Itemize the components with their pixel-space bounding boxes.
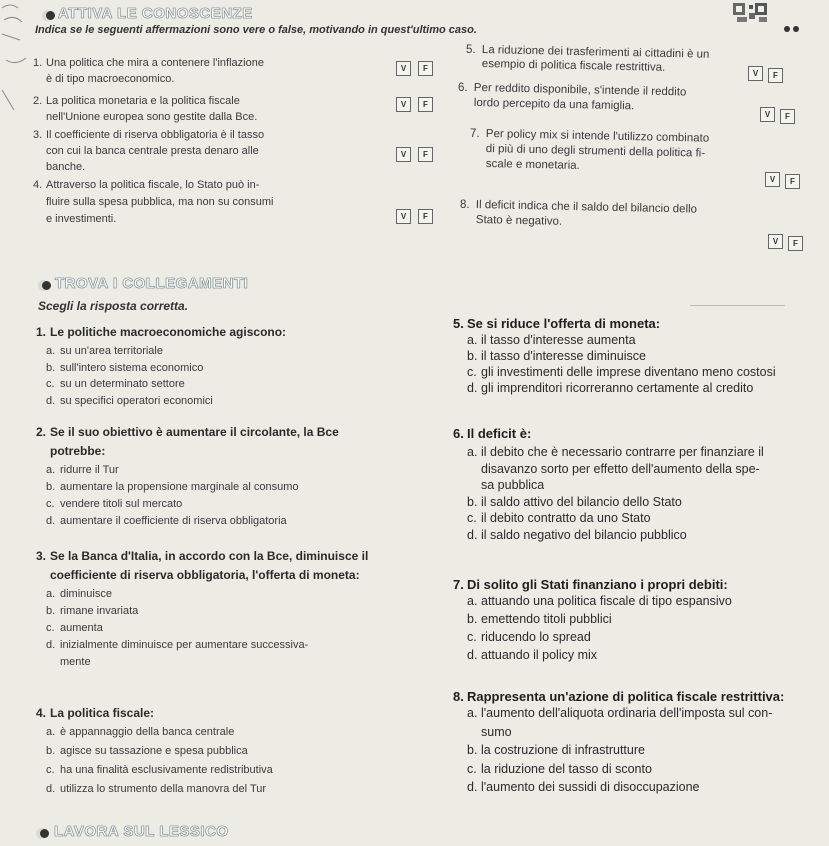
option-letter: d. bbox=[46, 394, 56, 407]
true-checkbox[interactable]: V bbox=[748, 66, 763, 81]
section-bullet-icon bbox=[40, 829, 49, 838]
true-checkbox[interactable]: V bbox=[396, 61, 411, 76]
question-number: 3. bbox=[36, 549, 47, 563]
answer-option[interactable] bbox=[467, 511, 651, 525]
option-text: il tasso d'interesse aumenta bbox=[481, 333, 636, 347]
instruction-trova: Scegli la risposta corretta. bbox=[38, 299, 189, 313]
answer-option[interactable] bbox=[467, 743, 645, 757]
option-letter: a. bbox=[46, 726, 56, 738]
false-checkbox[interactable]: F bbox=[785, 174, 800, 189]
true-false-statement: Una politica che mira a contenere l'inflazione bbox=[46, 57, 264, 69]
true-false-statement: Per reddito disponibile, s'intende il reddito bbox=[473, 82, 687, 99]
option-text: mente bbox=[60, 656, 91, 668]
answer-option[interactable] bbox=[467, 762, 652, 776]
question-text: potrebbe: bbox=[50, 444, 106, 458]
option-text: vendere titoli sul mercato bbox=[60, 498, 183, 510]
option-text: utilizza lo strumento della manovra del Tur bbox=[60, 783, 267, 795]
question-number: 5. bbox=[453, 316, 464, 331]
option-text: aumentare il coefficiente di riserva obbligatoria bbox=[60, 515, 287, 527]
true-false-statement: La riduzione dei trasferimenti ai cittadini è un bbox=[481, 44, 710, 61]
answer-option[interactable] bbox=[467, 780, 700, 794]
option-text: il debito contratto da uno Stato bbox=[481, 511, 651, 525]
section-title-trova: TROVA I COLLEGAMENTI bbox=[55, 275, 249, 292]
option-text: ha una finalità esclusivamente redistributiva bbox=[60, 764, 273, 776]
option-letter: c. bbox=[467, 761, 477, 776]
option-letter: d. bbox=[467, 381, 478, 395]
statement-number: 4. bbox=[33, 179, 43, 191]
option-letter: b. bbox=[467, 743, 478, 757]
question-number: 7. bbox=[453, 577, 464, 592]
option-letter: b. bbox=[467, 494, 478, 509]
option-text: emettendo titoli pubblici bbox=[481, 612, 612, 626]
question-text: La politica fiscale: bbox=[50, 706, 155, 720]
answer-option[interactable] bbox=[467, 462, 760, 476]
question-text: coefficiente di riserva obbligatoria, l'offerta di moneta: bbox=[50, 568, 360, 582]
option-text: attuando il policy mix bbox=[481, 648, 598, 662]
question-number: 4. bbox=[36, 706, 47, 720]
option-letter: b. bbox=[46, 605, 56, 617]
statement-number: 7. bbox=[470, 128, 480, 140]
answer-option[interactable] bbox=[467, 725, 512, 739]
answer-option[interactable] bbox=[467, 594, 732, 608]
option-text: l'aumento dei sussidi di disoccupazione bbox=[481, 780, 700, 794]
instruction-attiva: Indica se le seguenti affermazioni sono vere o false, motivando in quest'ultimo caso. bbox=[35, 24, 477, 36]
option-letter: b. bbox=[46, 361, 56, 374]
option-text: rimane invariata bbox=[60, 605, 139, 617]
option-letter: a. bbox=[467, 706, 478, 720]
option-text: sumo bbox=[481, 724, 512, 739]
answer-option[interactable] bbox=[46, 515, 287, 527]
answer-option[interactable] bbox=[46, 362, 203, 374]
question-text: Se si riduce l'offerta di moneta: bbox=[467, 316, 661, 331]
option-text: ridurre il Tur bbox=[60, 464, 119, 476]
option-text: gli imprenditori ricorreranno certamente al credito bbox=[481, 381, 754, 395]
answer-option[interactable] bbox=[46, 464, 119, 476]
true-false-statement: esempio di politica fiscale restrittiva. bbox=[481, 58, 666, 74]
true-checkbox[interactable]: V bbox=[396, 209, 411, 224]
answer-option[interactable] bbox=[46, 481, 298, 493]
option-text: la costruzione di infrastrutture bbox=[481, 743, 645, 757]
option-letter: a. bbox=[46, 464, 56, 476]
true-checkbox[interactable]: V bbox=[396, 147, 411, 162]
option-text: disavanzo sorto per effetto dell'aumento della spe- bbox=[481, 461, 760, 476]
statement-number: 2. bbox=[33, 95, 43, 107]
option-text: agisce su tassazione e spesa pubblica bbox=[60, 745, 248, 757]
answer-option[interactable] bbox=[467, 478, 544, 492]
answer-option[interactable] bbox=[46, 764, 273, 776]
option-letter: d. bbox=[467, 648, 478, 662]
answer-option[interactable] bbox=[46, 498, 182, 510]
false-checkbox[interactable]: F bbox=[418, 147, 433, 162]
option-letter: b. bbox=[46, 481, 56, 493]
option-text: il debito che è necessario contrarre per finanziare il bbox=[481, 445, 764, 459]
true-checkbox[interactable]: V bbox=[768, 234, 783, 249]
answer-option[interactable] bbox=[467, 648, 597, 662]
answer-option[interactable] bbox=[46, 639, 308, 651]
true-false-statement: Attraverso la politica fiscale, lo Stato può in- bbox=[46, 179, 260, 191]
decorative-dots-icon bbox=[783, 24, 803, 34]
option-letter: b. bbox=[467, 612, 478, 626]
question-text: Il deficit è: bbox=[467, 426, 532, 441]
true-false-statement: banche. bbox=[46, 161, 86, 173]
option-letter: c. bbox=[467, 511, 477, 525]
answer-option[interactable] bbox=[467, 706, 772, 720]
option-text: riducendo lo spread bbox=[481, 630, 591, 644]
answer-option[interactable] bbox=[46, 745, 248, 757]
option-text: il saldo negativo del bilancio pubblico bbox=[481, 527, 687, 542]
true-checkbox[interactable]: V bbox=[765, 172, 780, 187]
answer-option[interactable] bbox=[46, 605, 138, 617]
option-letter: c. bbox=[46, 498, 55, 510]
divider-line bbox=[690, 305, 785, 306]
option-letter: b. bbox=[46, 745, 56, 757]
question-text: Le politiche macroeconomiche agiscono: bbox=[50, 325, 287, 339]
option-text: su specifici operatori economici bbox=[60, 394, 213, 407]
option-letter: b. bbox=[467, 349, 478, 363]
answer-option[interactable] bbox=[467, 445, 764, 459]
answer-option[interactable] bbox=[46, 656, 91, 668]
option-text: inizialmente diminuisce per aumentare successiva- bbox=[60, 639, 309, 651]
false-checkbox[interactable]: F bbox=[780, 109, 795, 124]
true-false-statement: Stato è negativo. bbox=[475, 214, 563, 228]
true-false-statement: è di tipo macroeconomico. bbox=[46, 73, 175, 85]
true-false-statement: Per policy mix si intende l'utilizzo combinato bbox=[485, 128, 710, 145]
true-checkbox[interactable]: V bbox=[760, 107, 775, 122]
statement-number: 8. bbox=[460, 199, 470, 211]
option-letter: d. bbox=[46, 515, 56, 527]
option-letter: d. bbox=[467, 780, 478, 794]
option-text: aumentare la propensione marginale al consumo bbox=[60, 481, 299, 493]
option-text: la riduzione del tasso di sconto bbox=[481, 761, 652, 776]
answer-option[interactable] bbox=[46, 378, 185, 390]
option-text: è appannaggio della banca centrale bbox=[60, 726, 235, 738]
option-letter: c. bbox=[467, 365, 477, 379]
answer-option[interactable] bbox=[467, 365, 776, 379]
option-letter: a. bbox=[46, 345, 56, 357]
statement-number: 6. bbox=[458, 82, 468, 94]
question-number: 8. bbox=[453, 689, 464, 704]
true-false-statement: lordo percepito da una famiglia. bbox=[473, 97, 635, 113]
option-text: sa pubblica bbox=[481, 478, 545, 492]
true-false-statement: e investimenti. bbox=[46, 213, 117, 225]
answer-option[interactable] bbox=[467, 349, 646, 363]
true-false-statement: di più di uno degli strumenti della politica fi- bbox=[485, 143, 706, 160]
statement-number: 3. bbox=[33, 129, 43, 141]
answer-option[interactable] bbox=[467, 528, 687, 542]
option-letter: c. bbox=[467, 630, 477, 644]
true-false-statement: La politica monetaria e la politica fiscale bbox=[46, 95, 240, 107]
option-letter: d. bbox=[467, 527, 478, 542]
answer-option[interactable] bbox=[467, 495, 682, 509]
true-false-statement: nell'Unione europea sono gestite dalla Bce. bbox=[46, 111, 258, 123]
option-letter: a. bbox=[467, 594, 478, 608]
option-letter: c. bbox=[46, 378, 55, 390]
true-false-statement: fluire sulla spesa pubblica, ma non su consumi bbox=[46, 196, 274, 208]
question-number: 2. bbox=[36, 425, 47, 439]
option-letter: d. bbox=[46, 639, 56, 651]
statement-number: 5. bbox=[466, 44, 476, 56]
option-letter: a. bbox=[46, 588, 56, 600]
true-false-statement: scale e monetaria. bbox=[485, 158, 580, 172]
answer-option[interactable] bbox=[46, 726, 234, 738]
question-text: Di solito gli Stati finanziano i propri debiti: bbox=[467, 577, 728, 592]
statement-number: 1. bbox=[33, 57, 43, 69]
false-checkbox[interactable]: F bbox=[418, 97, 433, 112]
answer-option[interactable] bbox=[46, 622, 103, 634]
question-text: Rappresenta un'azione di politica fiscale restrittiva: bbox=[467, 689, 785, 704]
option-letter: d. bbox=[46, 783, 56, 795]
question-number: 6. bbox=[453, 426, 464, 441]
option-text: diminuisce bbox=[60, 588, 112, 600]
false-checkbox[interactable]: F bbox=[768, 68, 783, 83]
false-checkbox[interactable]: F bbox=[418, 209, 433, 224]
answer-option[interactable] bbox=[46, 395, 213, 407]
answer-option[interactable] bbox=[46, 783, 266, 795]
option-text: aumenta bbox=[60, 622, 103, 634]
option-text: il saldo attivo del bilancio dello Stato bbox=[481, 494, 682, 509]
false-checkbox[interactable]: F bbox=[418, 61, 433, 76]
true-false-statement: Il coefficiente di riserva obbligatoria è il tasso bbox=[46, 129, 265, 141]
true-checkbox[interactable]: V bbox=[396, 97, 411, 112]
false-checkbox[interactable]: F bbox=[788, 236, 803, 251]
option-letter: c. bbox=[46, 764, 55, 776]
true-false-statement: con cui la banca centrale presta denaro alle bbox=[46, 145, 259, 157]
question-number: 1. bbox=[36, 325, 47, 339]
answer-option[interactable] bbox=[467, 381, 753, 395]
answer-option[interactable] bbox=[467, 612, 612, 626]
option-text: il tasso d'interesse diminuisce bbox=[481, 349, 646, 363]
section-title-attiva: ATTIVA LE CONOSCENZE bbox=[58, 5, 253, 22]
option-letter: a. bbox=[467, 445, 478, 459]
section-bullet-icon bbox=[42, 281, 51, 290]
true-false-statement: Il deficit indica che il saldo del bilancio dello bbox=[475, 199, 698, 216]
option-text: sull'intero sistema economico bbox=[60, 361, 204, 374]
answer-option[interactable] bbox=[46, 588, 112, 600]
option-text: l'aumento dell'aliquota ordinaria dell'imposta sul con- bbox=[481, 706, 773, 720]
qr-code-icon bbox=[733, 3, 769, 23]
section-title-lavora: LAVORA SUL LESSICO bbox=[54, 823, 229, 840]
option-text: attuando una politica fiscale di tipo espansivo bbox=[481, 594, 732, 608]
option-text: su un'area territoriale bbox=[60, 345, 163, 357]
question-text: Se la Banca d'Italia, in accordo con la Bce, diminuisce il bbox=[50, 549, 369, 563]
option-text: gli investimenti delle imprese diventano meno costosi bbox=[481, 365, 776, 379]
option-text: su un determinato settore bbox=[60, 378, 185, 390]
option-letter: c. bbox=[46, 622, 55, 634]
question-text: Se il suo obiettivo è aumentare il circolante, la Bce bbox=[50, 425, 339, 439]
option-letter: a. bbox=[467, 333, 478, 347]
answer-option[interactable] bbox=[46, 345, 163, 357]
section-bullet-icon bbox=[46, 11, 55, 20]
answer-option[interactable] bbox=[467, 333, 636, 347]
answer-option[interactable] bbox=[467, 630, 591, 644]
